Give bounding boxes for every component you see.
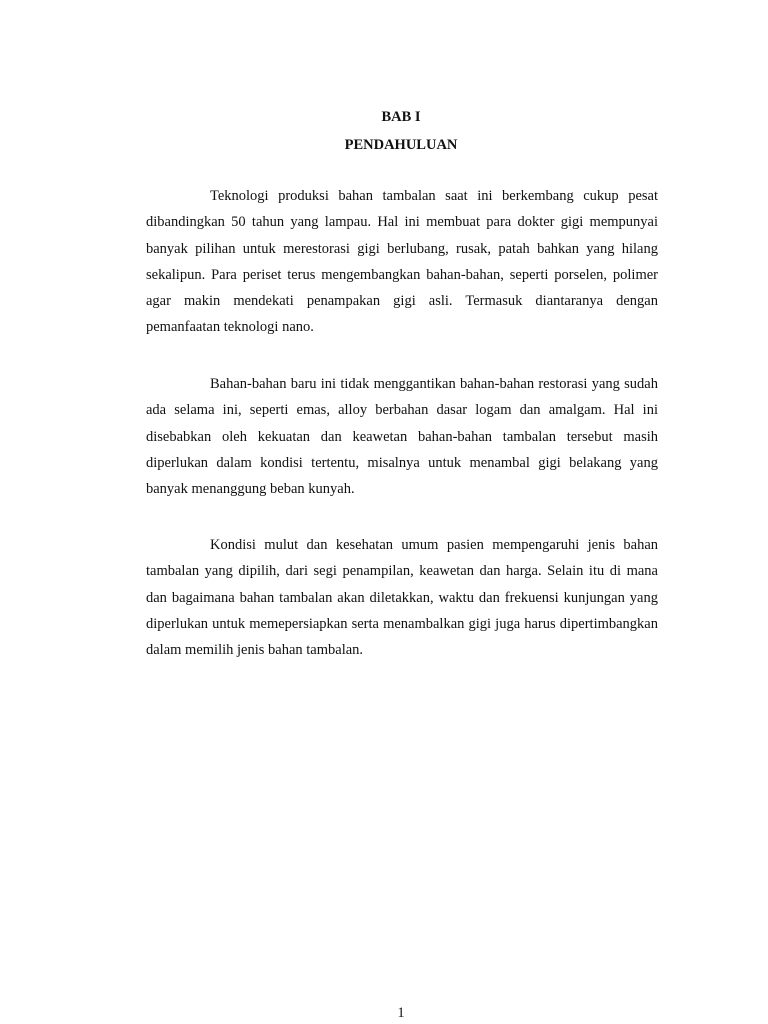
chapter-title: PENDAHULUAN (344, 137, 458, 153)
paragraph-1: Teknologi produksi bahan tambalan saat ini berkembang cukup pesat dibandingkan 50 tahun yang lampau. Hal ini membuat para dokter gigi mempunyai banyak pilihan untuk merestorasi gigi berlubang, rusak, patah bahkan yang hilang sekalipun. Para periset terus mengembangkan bahan-bahan, seperti porselen, polimer agar makin mendekati penampakan gigi asli. Termasuk diantaranya dengan pemanfaatan teknologi nano. (146, 188, 658, 336)
paragraph-3: Kondisi mulut dan kesehatan umum pasien mempengaruhi jenis bahan tambalan yang dipilih, dari segi penampilan, keawetan dan harga. Selain itu di mana dan bagaimana bahan tambalan akan diletakkan, waktu dan frekuensi kunjungan yang diperlukan untuk memepersiapkan serta menambalkan gigi juga harus dipertimbangkan dalam memilih jenis bahan tambalan. (146, 537, 658, 659)
paragraph-2: Bahan-bahan baru ini tidak menggantikan bahan-bahan restorasi yang sudah ada selama ini, seperti emas, alloy berbahan dasar logam dan amalgam. Hal ini disebabkan oleh kekuatan dan keawetan bahan-bahan tambalan tersebut masih diperlukan dalam kondisi tertentu, misalnya untuk menambal gigi belakang yang banyak menanggung beban kunyah. (146, 376, 658, 498)
page-number: 1 (397, 1005, 405, 1021)
chapter-heading: BAB I (381, 109, 421, 125)
